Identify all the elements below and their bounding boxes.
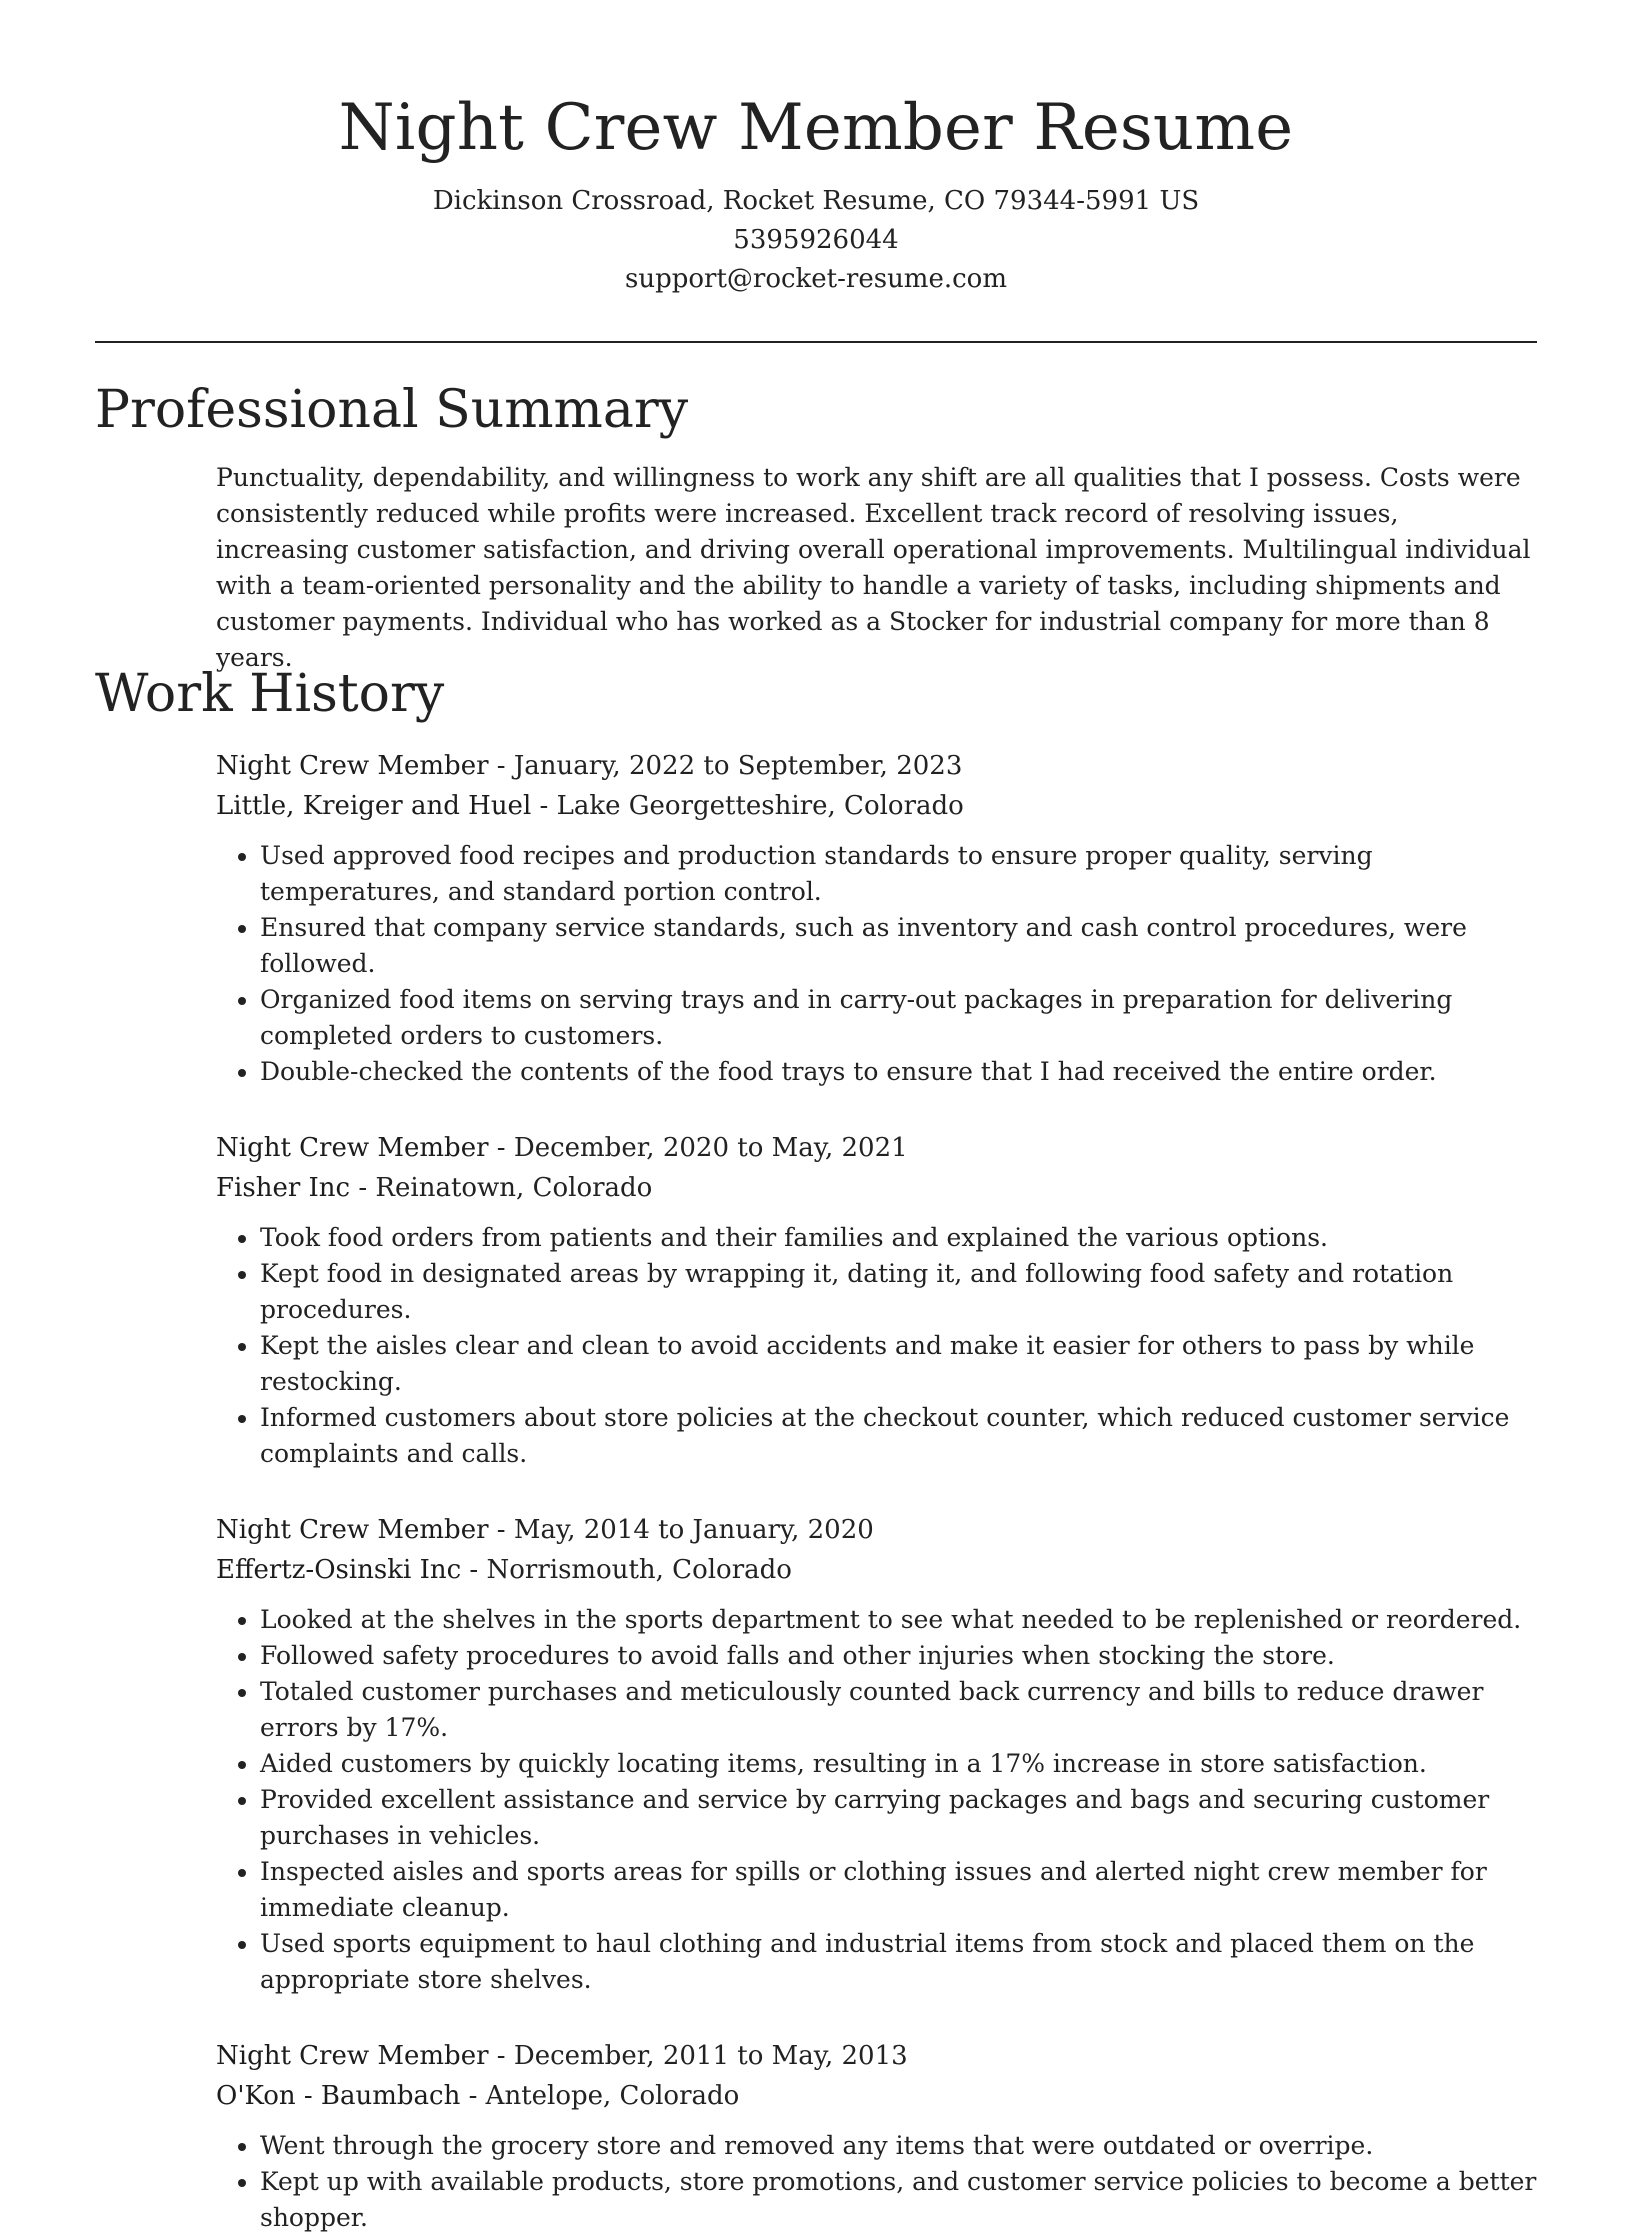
job-dates: - May, 2014 to January, 2020 bbox=[488, 1515, 874, 1545]
job-dates: - January, 2022 to September, 2023 bbox=[488, 751, 963, 781]
job-bullet: • Followed safety procedures to avoid falls and other injuries when stocking the store. bbox=[260, 1638, 1537, 1674]
job-entry bbox=[216, 2036, 1537, 2236]
job-location: - Reinatown, Colorado bbox=[350, 1173, 653, 1203]
professional-summary-section bbox=[95, 378, 1537, 676]
job-company: O'Kon - Baumbach bbox=[216, 2081, 461, 2111]
job-bullets bbox=[216, 838, 1537, 1090]
job-entry bbox=[216, 1510, 1537, 1998]
job-role: Night Crew Member bbox=[216, 751, 489, 781]
job-role: Night Crew Member bbox=[216, 1515, 489, 1545]
job-bullets bbox=[216, 2128, 1537, 2236]
contact-phone: 5395926044 bbox=[733, 225, 899, 255]
job-role: Night Crew Member bbox=[216, 1133, 489, 1163]
job-title-line bbox=[216, 1510, 1537, 1550]
job-location: - Norrismouth, Colorado bbox=[461, 1555, 792, 1585]
job-bullet: • Took food orders from patients and their families and explained the various options. bbox=[260, 1220, 1537, 1256]
job-bullet: • Used approved food recipes and production standards to ensure proper quality, serving temperatures, and standard portion control. bbox=[260, 838, 1537, 910]
job-company: Fisher Inc bbox=[216, 1173, 351, 1203]
job-company: Effertz-Osinski Inc bbox=[216, 1555, 462, 1585]
job-bullet: • Looked at the shelves in the sports department to see what needed to be replenished or reordered. bbox=[260, 1602, 1537, 1638]
job-bullet: • Provided excellent assistance and service by carrying packages and bags and securing customer purchases in vehicles. bbox=[260, 1782, 1537, 1854]
job-location: - Lake Georgetteshire, Colorado bbox=[531, 791, 964, 821]
job-bullet: • Kept up with available products, store promotions, and customer service policies to become a better shopper. bbox=[260, 2164, 1537, 2236]
job-bullet: • Kept food in designated areas by wrapping it, dating it, and following food safety and rotation procedures. bbox=[260, 1256, 1537, 1328]
job-bullet: • Double-checked the contents of the food trays to ensure that I had received the entire order. bbox=[260, 1054, 1537, 1090]
job-bullet: • Used sports equipment to haul clothing and industrial items from stock and placed them on the appropriate store shelves. bbox=[260, 1926, 1537, 1998]
job-bullet: • Informed customers about store policies at the checkout counter, which reduced customer service complaints and calls. bbox=[260, 1400, 1537, 1472]
job-bullet: • Organized food items on serving trays and in carry-out packages in preparation for delivering completed orders to customers. bbox=[260, 982, 1537, 1054]
job-company: Little, Kreiger and Huel bbox=[216, 791, 532, 821]
job-bullet: • Totaled customer purchases and meticulously counted back currency and bills to reduce drawer errors by 17%. bbox=[260, 1674, 1537, 1746]
job-title-line bbox=[216, 1128, 1537, 1168]
contact-email: support@rocket-resume.com bbox=[624, 264, 1007, 294]
resume-header bbox=[0, 0, 1632, 299]
job-title-line bbox=[216, 2036, 1537, 2076]
job-dates: - December, 2011 to May, 2013 bbox=[488, 2041, 908, 2071]
section-title-summary: Professional Summary bbox=[95, 380, 689, 440]
job-list bbox=[95, 746, 1537, 2236]
job-bullets bbox=[216, 1220, 1537, 1472]
job-company-line bbox=[216, 1550, 1537, 1590]
section-title-work-history: Work History bbox=[95, 664, 445, 724]
summary-text: Punctuality, dependability, and willingness to work any shift are all qualities that I possess. Costs were consistently reduced while profits were increased. Excellent track record of resolving issues, increasing customer satisfaction, and driving overall operational improvements. Multilingual individual with a team-oriented personality and the ability to handle a variety of tasks, including shipments and customer payments. Individual who has worked as a Stocker for industrial company for more than 8 years. bbox=[216, 463, 1531, 672]
job-company-line bbox=[216, 786, 1537, 826]
job-bullet: • Ensured that company service standards, such as inventory and cash control procedures, were followed. bbox=[260, 910, 1537, 982]
job-entry bbox=[216, 1128, 1537, 1472]
job-dates: - December, 2020 to May, 2021 bbox=[488, 1133, 908, 1163]
job-role: Night Crew Member bbox=[216, 2041, 489, 2071]
job-entry bbox=[216, 746, 1537, 1090]
contact-address: Dickinson Crossroad, Rocket Resume, CO 79344-5991 US bbox=[432, 186, 1200, 216]
job-bullet: • Inspected aisles and sports areas for spills or clothing issues and alerted night crew member for immediate cleanup. bbox=[260, 1854, 1537, 1926]
job-company-line bbox=[216, 1168, 1537, 1208]
job-bullet: • Kept the aisles clear and clean to avoid accidents and make it easier for others to pass by while restocking. bbox=[260, 1328, 1537, 1400]
work-history-section bbox=[95, 662, 1537, 2236]
job-company-line bbox=[216, 2076, 1537, 2116]
job-bullets bbox=[216, 1602, 1537, 1998]
job-location: - Antelope, Colorado bbox=[460, 2081, 740, 2111]
job-bullet: • Aided customers by quickly locating items, resulting in a 17% increase in store satisfaction. bbox=[260, 1746, 1537, 1782]
resume-title: Night Crew Member Resume bbox=[338, 91, 1294, 165]
job-bullet: • Went through the grocery store and removed any items that were outdated or overripe. bbox=[260, 2128, 1537, 2164]
contact-block bbox=[0, 182, 1632, 299]
job-title-line bbox=[216, 746, 1537, 786]
header-divider bbox=[95, 341, 1537, 343]
